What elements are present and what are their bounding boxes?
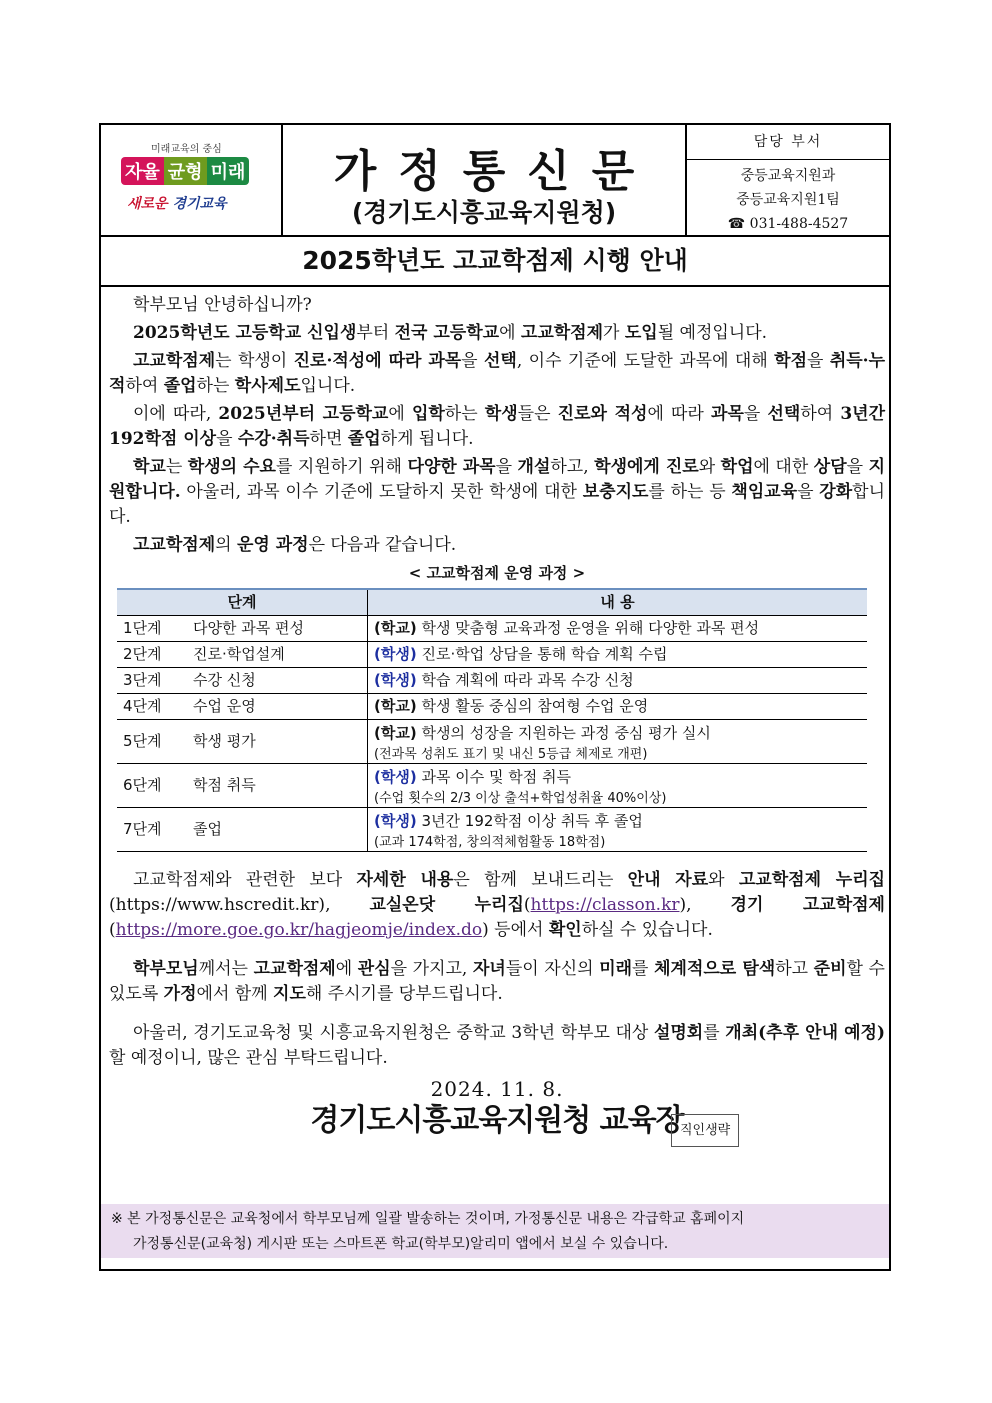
content-cell (368, 668, 868, 694)
notice-box (101, 1204, 889, 1258)
content-cell (368, 764, 868, 808)
body (109, 293, 885, 1156)
closing-paragraph: 아울러, 경기도교육청 및 시흥교육지원청은 중학교 3학년 학부모 대상 설명회를 개최(추후 안내 예정)할 예정이니, 많은 관심 부탁드립니다. (109, 1023, 886, 1068)
actor-tag: (학생) (374, 767, 417, 786)
stage-name: 학점 취득 (193, 776, 256, 794)
content-text: 과목 이수 및 학점 취득 (421, 767, 571, 786)
table-header-content: 내 용 (368, 589, 868, 616)
stage-name: 수업 운영 (193, 697, 256, 715)
logo-word-2: 균형 (164, 157, 207, 185)
stage-cell (117, 642, 368, 668)
content-cell (368, 808, 868, 852)
classon-link[interactable]: https://classon.kr (530, 895, 680, 915)
stage-cell (117, 764, 368, 808)
content-text: 학생 맞춤형 교육과정 운영을 위해 다양한 과목 편성 (421, 619, 760, 637)
content-text: 3년간 192학점 이상 취득 후 졸업 (421, 811, 643, 830)
department-phone (687, 212, 889, 236)
paragraph-3: 고교학점제는 학생이 진로·적성에 따라 과목을 선택, 이수 기준에 도달한 과목에 대해 학점을 취득·누적하여 졸업하는 학사제도입니다. (109, 351, 886, 396)
content-note: (수업 횟수의 2/3 이상 출석+학업성취율 40%이상) (374, 790, 667, 806)
newsletter-frame (99, 123, 891, 1271)
department-box (687, 125, 889, 235)
content-text: 학생의 성장을 지원하는 과정 중심 평가 실시 (421, 723, 711, 742)
actor-tag: (학교) (374, 697, 417, 715)
stage-cell (117, 668, 368, 694)
paragraph-4: 이에 따라, 2025년부터 고등학교에 입학하는 학생들은 진로와 적성에 따라 과목을 선택하여 3년간 192학점 이상을 수강·취득하면 졸업하게 됩니다. (109, 404, 885, 449)
content-cell (368, 720, 868, 764)
stage-cell (117, 720, 368, 764)
stage-number: 6단계 (123, 776, 162, 794)
logo-subtitle (127, 193, 227, 213)
signature: 경기도시흥교육지원청 교육장 (310, 1103, 684, 1138)
content-text: 학습 계획에 따라 과목 수강 신청 (421, 671, 634, 689)
notice-line-2: 가정통신문(교육청) 게시판 또는 스마트폰 학교(학부모)알리미 앱에서 보실 수 있습니다. (133, 1236, 669, 1252)
main-title: 2025학년도 고교학점제 시행 안내 (101, 235, 889, 287)
notice-line-1: ※ 본 가정통신문은 교육청에서 학부모님께 일괄 발송하는 것이며, 가정통신문 내용은 각급학교 홈페이지 (111, 1211, 745, 1227)
goe-link[interactable]: https://more.goe.go.kr/hagjeomje/index.do (115, 920, 483, 940)
stage-number: 1단계 (123, 619, 162, 637)
table-row (117, 616, 867, 642)
actor-tag: (학생) (374, 671, 417, 689)
actor-tag: (학교) (374, 619, 417, 637)
actor-tag: (학생) (374, 811, 417, 830)
info-paragraph: 고교학점제와 관련한 보다 자세한 내용은 함께 보내드리는 안내 자료와 고교학점제 누리집(https://www.hscredit.kr), 교실온닷 누리집(https://classon.kr), 경기 고교학점제(https://more.goe.go.kr/hagjeomje/index.do) 등에서 확인하실 수 있습니다. (109, 870, 886, 940)
page-title: 가정통신문 (333, 146, 657, 197)
content-cell (368, 616, 868, 642)
paragraph-6: 고교학점제의 운영 과정은 다음과 같습니다. (133, 535, 457, 555)
department-header: 담당 부서 (687, 125, 889, 160)
stage-name: 진로·학업설계 (193, 645, 285, 663)
title-box (283, 125, 687, 235)
table-row (117, 668, 867, 694)
stage-number: 7단계 (123, 820, 162, 838)
issue-date: 2024. 11. 8. (430, 1077, 564, 1101)
request-paragraph: 학부모님께서는 고교학점제에 관심을 가지고, 자녀들이 자신의 미래를 체계적으로 탐색하고 준비할 수 있도록 가정에서 함께 지도해 주시기를 당부드립니다. (109, 959, 885, 1004)
stage-cell (117, 694, 368, 720)
content-note: (교과 174학점, 창의적체험활동 18학점) (374, 834, 606, 850)
logo (101, 125, 283, 235)
phone-number: 031-488-4527 (749, 216, 849, 232)
actor-tag: (학교) (374, 723, 417, 742)
page-subtitle: (경기도시흥교육지원청) (351, 198, 617, 227)
content-note: (전과목 성취도 표기 및 내신 5등급 체제로 개편) (374, 746, 648, 762)
content-text: 학생 활동 중심의 참여형 수업 운영 (421, 697, 649, 715)
seal-omitted-stamp: 직인생략 (671, 1114, 739, 1147)
stage-cell (117, 808, 368, 852)
table-header-stage: 단계 (117, 589, 368, 616)
stage-number: 5단계 (123, 732, 162, 750)
stage-name: 학생 평가 (193, 732, 256, 750)
stage-number: 4단계 (123, 697, 162, 715)
stage-name: 졸업 (193, 820, 222, 838)
logo-sub-blue: 경기교육 (172, 196, 227, 212)
logo-tagline: 미래교육의 중심 (151, 144, 222, 155)
paragraph-2: 2025학년도 고등학교 신입생부터 전국 고등학교에 고교학점제가 도입될 예정입니다. (133, 323, 768, 343)
process-table (117, 588, 867, 852)
stage-name: 다양한 과목 편성 (193, 619, 304, 637)
logo-badge (121, 157, 249, 185)
content-cell (368, 694, 868, 720)
greeting: 학부모님 안녕하십니까? (133, 295, 312, 315)
table-row (117, 764, 867, 808)
table-caption: < 고교학점제 운영 과정 > (408, 564, 586, 582)
stage-number: 2단계 (123, 645, 162, 663)
table-row (117, 694, 867, 720)
phone-icon: ☎ (727, 216, 746, 232)
department-line-2: 중등교육지원1팀 (736, 192, 840, 208)
stage-number: 3단계 (123, 671, 162, 689)
content-text: 진로·학업 상담을 통해 학습 계획 수립 (421, 645, 668, 663)
header (101, 125, 889, 237)
content-cell (368, 642, 868, 668)
table-row (117, 642, 867, 668)
stage-cell (117, 616, 368, 642)
stage-name: 수강 신청 (193, 671, 256, 689)
logo-sub-red: 새로운 (127, 196, 168, 212)
table-row (117, 808, 867, 852)
paragraph-5: 학교는 학생의 수요를 지원하기 위해 다양한 과목을 개설하고, 학생에게 진로와 학업에 대한 상담을 지원합니다. 아울러, 과목 이수 기준에 도달하지 못한 학생에 대한 보충지도를 하는 등 책임교육을 강화합니다. (109, 457, 886, 527)
logo-word-3: 미래 (207, 157, 250, 185)
logo-word-1: 자율 (121, 157, 164, 185)
signature-block (109, 1103, 885, 1156)
actor-tag: (학생) (374, 645, 417, 663)
table-row (117, 720, 867, 764)
department-line-1: 중등교육지원과 (740, 168, 836, 184)
